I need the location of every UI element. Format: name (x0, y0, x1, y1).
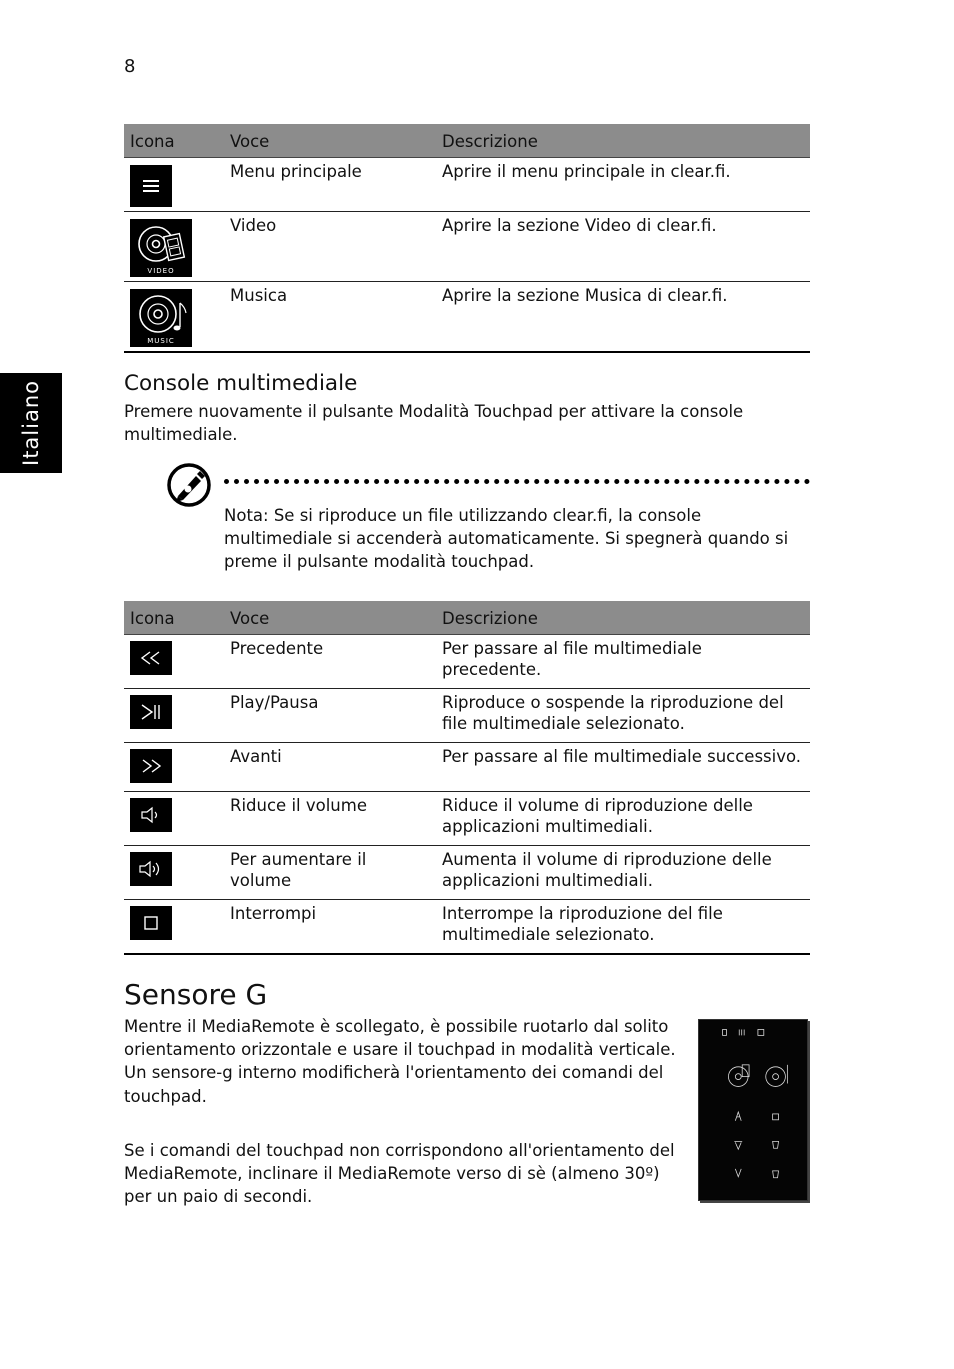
table-header-row (124, 124, 810, 157)
row-voce: Interrompi (224, 899, 436, 954)
next-icon (130, 749, 172, 783)
stop-icon (130, 906, 172, 940)
row-voce: Riduce il volume (224, 791, 436, 845)
side-tab-label: Italiano (19, 380, 43, 466)
table-row (124, 688, 810, 742)
row-descrizione: Aprire il menu principale in clear.fi. (436, 157, 810, 211)
section-heading-console: Console multimediale (124, 371, 358, 396)
row-voce: Play/Pausa (224, 688, 436, 742)
sensor-paragraph-1: Mentre il MediaRemote è scollegato, è possibile ruotarlo dal solito orientamento orizzontale e usare il touchpad in modalità verticale. Un sensore-g interno modificherà l'orientamento dei comandi del touchpad. (124, 1017, 676, 1106)
table-row (124, 899, 810, 954)
music-disc-icon (130, 289, 192, 347)
row-descrizione: Aprire la sezione Musica di clear.fi. (436, 281, 810, 352)
page-number: 8 (124, 56, 136, 77)
mediaremote-vertical-image (698, 1019, 808, 1201)
table-row (124, 281, 810, 352)
table-row (124, 157, 810, 211)
video-disc-icon (130, 219, 192, 277)
column-header-icona: Icona (124, 124, 224, 157)
column-header-descrizione: Descrizione (436, 124, 810, 157)
table-row (124, 634, 810, 688)
language-side-tab (0, 373, 62, 473)
svg-text:VIDEO: VIDEO (147, 266, 175, 275)
clearfi-icons-table (124, 124, 810, 353)
column-header-voce: Voce (224, 601, 436, 634)
row-voce: Avanti (224, 742, 436, 791)
table-row (124, 845, 810, 899)
play-pause-icon (130, 695, 172, 729)
row-descrizione: Riproduce o sospende la riproduzione del file multimediale selezionato. (436, 688, 810, 742)
table-row (124, 791, 810, 845)
row-descrizione: Per passare al file multimediale successivo. (436, 742, 810, 791)
table-row (124, 211, 810, 281)
row-voce: Video (224, 211, 436, 281)
console-paragraph: Premere nuovamente il pulsante Modalità Touchpad per attivare la console multimediale. (124, 402, 744, 444)
sensor-paragraph-2: Se i comandi del touchpad non corrispondono all'orientamento del MediaRemote, inclinare il MediaRemote verso di sè (almeno 30º) per un paio di secondi. (124, 1141, 675, 1207)
note-label: Nota: (224, 506, 269, 525)
row-voce: Per aumentare il volume (224, 845, 436, 899)
column-header-icona: Icona (124, 601, 224, 634)
section-heading-sensor: Sensore G (124, 978, 268, 1011)
row-descrizione: Aumenta il volume di riproduzione delle applicazioni multimediali. (436, 845, 810, 899)
row-voce: Precedente (224, 634, 436, 688)
note-dotted-divider (224, 479, 810, 484)
menu-icon (130, 165, 172, 207)
column-header-voce: Voce (224, 124, 436, 157)
svg-text:MUSIC: MUSIC (147, 336, 175, 345)
media-console-table (124, 601, 810, 955)
row-descrizione: Aprire la sezione Video di clear.fi. (436, 211, 810, 281)
column-header-descrizione: Descrizione (436, 601, 810, 634)
row-voce: Menu principale (224, 157, 436, 211)
volume-down-icon (130, 798, 172, 832)
note-pencil-icon (166, 462, 212, 508)
table-row (124, 742, 810, 791)
note-text (224, 504, 814, 573)
previous-icon (130, 641, 172, 675)
row-voce: Musica (224, 281, 436, 352)
row-descrizione: Interrompe la riproduzione del file multimediale selezionato. (436, 899, 810, 954)
table-header-row (124, 601, 810, 634)
note-body: Se si riproduce un file utilizzando clear.fi, la console multimediale si accenderà automaticamente. Si spegnerà quando si preme il pulsante modalità touchpad. (224, 506, 789, 571)
row-descrizione: Per passare al file multimediale precedente. (436, 634, 810, 688)
row-descrizione: Riduce il volume di riproduzione delle applicazioni multimediali. (436, 791, 810, 845)
volume-up-icon (130, 852, 172, 886)
